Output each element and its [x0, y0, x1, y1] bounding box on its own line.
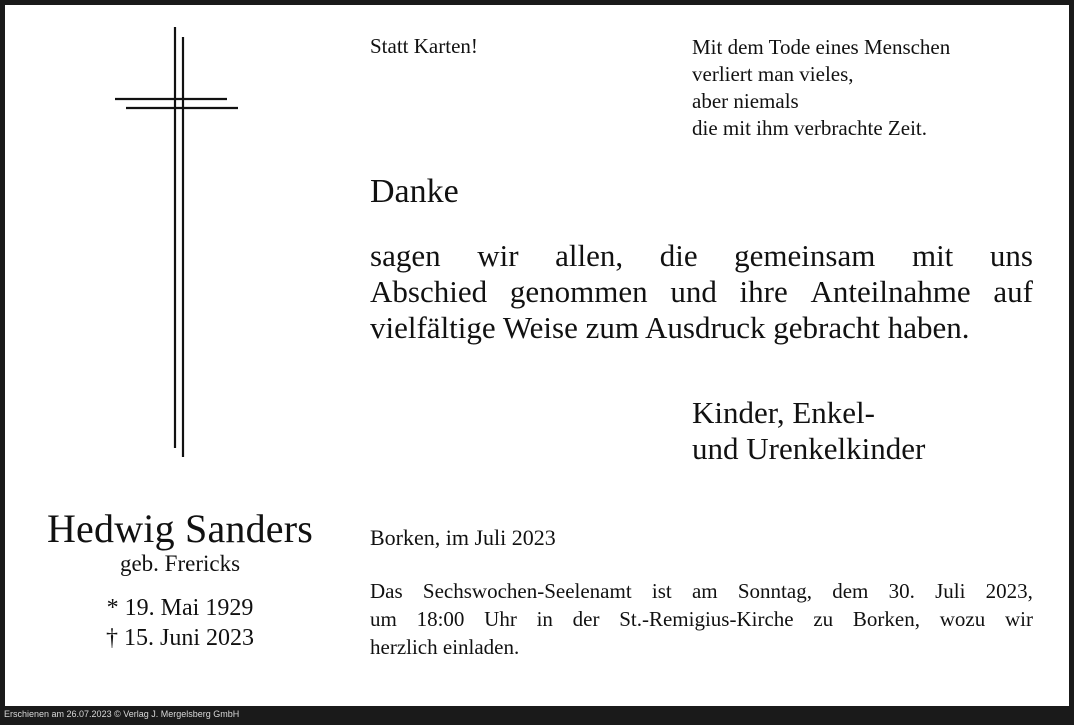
word: St.-Remigius-Kirche — [619, 607, 794, 631]
word: sagen — [370, 238, 441, 273]
poem — [692, 34, 950, 142]
word: uns — [989, 238, 1033, 273]
poem-line: die mit ihm verbrachte Zeit. — [692, 116, 927, 140]
word: der — [572, 607, 600, 631]
word: Sechswochen-Seelenamt — [422, 579, 632, 603]
word: die — [659, 238, 698, 273]
statt-karten-label: Statt Karten! — [370, 34, 478, 58]
word: Das — [370, 579, 403, 603]
word: 18:00 — [416, 607, 465, 631]
word: und — [670, 274, 717, 309]
signature-line: und Urenkelkinder — [692, 431, 926, 466]
word: in — [536, 607, 553, 631]
publication-footer: Erschienen am 26.07.2023 © Verlag J. Mergelsberg GmbH — [4, 709, 240, 719]
death-date: † 15. Juni 2023 — [105, 625, 254, 651]
thanks-line-2 — [370, 274, 1033, 310]
service-line-2 — [370, 605, 1033, 633]
birth-date: * 19. Mai 1929 — [106, 595, 254, 621]
word: 30. — [888, 579, 915, 603]
word: 2023, — [985, 579, 1033, 603]
signature-line: Kinder, Enkel- — [692, 395, 875, 430]
word: um — [370, 607, 397, 631]
poem-line: aber niemals — [692, 89, 799, 113]
word: Juli — [935, 579, 966, 603]
word: ihre — [739, 274, 788, 309]
maiden-name: geb. Frericks — [119, 551, 241, 576]
cross-icon — [5, 5, 265, 475]
thanks-line-1 — [370, 238, 1033, 274]
thanks-heading: Danke — [370, 173, 459, 210]
word: ist — [651, 579, 672, 603]
word: gemeinsam — [734, 238, 876, 273]
word: am — [691, 579, 718, 603]
service-announcement — [370, 577, 1033, 661]
place-date: Borken, im Juli 2023 — [370, 525, 556, 550]
word: wozu — [939, 607, 986, 631]
word: Anteilnahme — [810, 274, 971, 309]
service-line-3: herzlich einladen. — [370, 635, 520, 659]
word: zu — [813, 607, 834, 631]
word: Abschied — [370, 274, 488, 309]
poem-line: Mit dem Tode eines Menschen — [692, 35, 951, 59]
word: Uhr — [484, 607, 517, 631]
word: genommen — [509, 274, 648, 309]
signature — [692, 395, 925, 467]
word: wir — [1004, 607, 1033, 631]
poem-line: verliert man vieles, — [692, 62, 854, 86]
thanks-text — [370, 238, 1033, 346]
word: Sonntag, — [737, 579, 812, 603]
deceased-name: Hedwig Sanders — [46, 506, 314, 551]
word: auf — [993, 274, 1033, 309]
service-line-1 — [370, 577, 1033, 605]
thanks-line-3: vielfältige Weise zum Ausdruck gebracht haben. — [370, 310, 970, 345]
word: allen, — [555, 238, 624, 273]
word: dem — [832, 579, 869, 603]
obituary-notice — [5, 5, 1069, 706]
word: wir — [477, 238, 519, 273]
word: mit — [911, 238, 954, 273]
word: Borken, — [852, 607, 920, 631]
